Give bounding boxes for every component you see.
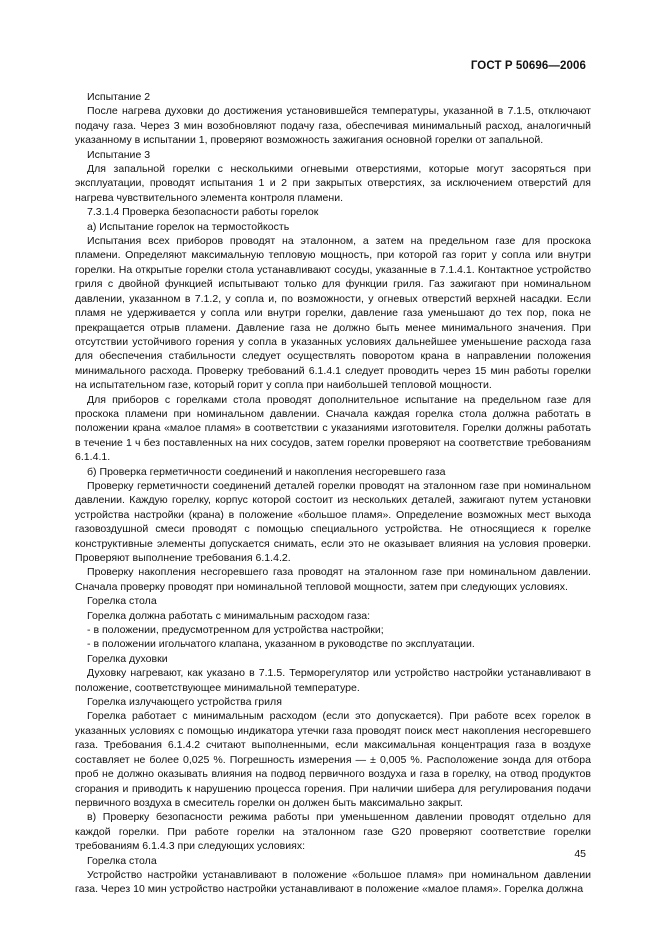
list-item: - в положении, предусмотренном для устройства настройки; bbox=[87, 624, 384, 637]
subsection-b-heading: б) Проверка герметичности соединений и накопления несгоревшего газа bbox=[87, 465, 446, 478]
page-number: 45 bbox=[574, 848, 586, 860]
grill-burner-heading: Горелка излучающего устройства гриля bbox=[87, 696, 282, 709]
tightness-check-text: Проверку герметичности соединений деталей горелки проводят на эталонном газе при номинальном давлении. Каждую горелку, корпус которой состоит из нескольких деталей, зажигают путем установки устройства настройки (крана) в положение «большое пламя». Определение возможных мест выхода газовоздушной смеси проводят с помощью специального устройства. Не относящиеся к горелке конструктивные элементы допускается снимать, если это не оказывает влияния на условия проверки. Проверяют выполнение требования 6.1.4.2. bbox=[75, 479, 591, 564]
oven-burner-text: Духовку нагревают, как указано в 7.1.5. Терморегулятор или устройство настройки устанавливают в положение, соответствующее минимальной температуре. bbox=[75, 667, 591, 694]
test-2-text: После нагрева духовки до достижения установившейся температуры, указанной в 7.1.5, отключают подачу газа. Через 3 мин возобновляют подачу газа, обеспечивая минимальный расход, аналогичный указанному в испытании 1, проверяют возможность зажигания основной горелки от запальной. bbox=[75, 105, 591, 147]
subsection-a-heading: а) Испытание горелок на термостойкость bbox=[87, 220, 290, 233]
document-body bbox=[75, 90, 591, 897]
oven-burner-heading: Горелка духовки bbox=[87, 652, 168, 665]
subsection-c-text: в) Проверку безопасности режима работы при уменьшенном давлении проводят отдельно для каждой горелки. При работе горелки на эталонном газе G20 проверяют соответствие горелки требованиям 6.1.4.3 при следующих условиях: bbox=[75, 811, 591, 853]
test-3-heading: Испытание 3 bbox=[87, 148, 151, 161]
grill-burner-text: Горелка работает с минимальным расходом (если это допускается). При работе всех горелок в указанных условиях с помощью индикатора утечки газа проводят поиск мест накопления несгоревшего газа. Требования 6.1.4.2 считают выполненными, если максимальная концентрация газа в воздухе составляет не более 0,025 %. Погрешность измерения — ± 0,005 %. Расположение зонда для отбора проб не должно оказывать влияния на подвод первичного воздуха и газа в горелку, на отвод продуктов сгорания и приводить к нарушению процесса горения. При наличии шибера для регулирования подачи первичного воздуха в смеситель горелки он должен быть максимально закрыт. bbox=[75, 710, 591, 809]
section-7-3-1-4-heading: 7.3.1.4 Проверка безопасности работы горелок bbox=[87, 206, 319, 219]
test-3-text: Для запальной горелки с несколькими огневыми отверстиями, которые могут засоряться при эксплуатации, проводят испытания 1 и 2 при закрытых отверстиях, за исключением отверстий для нагрева чувствительного элемента контроля пламени. bbox=[75, 163, 591, 204]
flashback-test-text: Для приборов с горелками стола проводят дополнительное испытание на предельном газе для проскока пламени при номинальном давлении. Сначала каждая горелка стола должна работать в положении крана «малое пламя» в соответствии с указаниями изготовителя. Горелки должны работать в течение 1 ч без поставленных на них сосудов, затем горелки проверяют на соответствие требованиям 6.1.4.1. bbox=[75, 393, 591, 464]
document-header: ГОСТ Р 50696—2006 bbox=[470, 60, 586, 72]
unburnt-gas-check-text: Проверку накопления несгоревшего газа проводят на эталонном газе при номинальном давлении. Сначала проверку проводят при номинальной тепловой мощности, затем при следующих условиях. bbox=[75, 566, 591, 593]
list-item: - в положении игольчатого клапана, указанном в руководстве по эксплуатации. bbox=[87, 638, 475, 651]
hob-burner-heading-2: Горелка стола bbox=[87, 854, 157, 867]
control-setting-text: Устройство настройки устанавливают в положение «большое пламя» при номинальном давлении газа. Через 10 мин устройство настройки устанавливают в положение «малое пламя». Горелка должна bbox=[75, 868, 591, 896]
hob-burner-heading: Горелка стола bbox=[87, 595, 157, 608]
hob-burner-text: Горелка должна работать с минимальным расходом газа: bbox=[87, 609, 371, 622]
heat-resistance-text: Испытания всех приборов проводят на эталонном, а затем на предельном газе для проскока пламени. Определяют максимальную тепловую мощность, при которой газ горит у сопла или внутри горелки. На открытые горелки стола устанавливают сосуды, указанные в 7.1.4.1. Контактное устройство гриля с двойной функцией испытывают только для функции гриля. Газ зажигают при номинальном давлении, указанном в 7.1.2, у сопла и, по возможности, у огневых отверстий верхней насадки. Если пламя не удерживается у сопла или внутри горелки, давление газа уменьшают до тех пор, пока не прекращается отрыв пламени. Давление газа не должно быть менее минимального значения. При отсутствии устойчивого горения у сопла в указанных условиях дальнейшее уменьшение расхода газа для обеспечения стабильности следует осуществлять поворотом крана в направлении положения минимального расхода. Проверку требований 6.1.4.1 следует проводить через 15 мин работы горелки на испытательном газе, который горит у сопла при наибольшей тепловой мощности. bbox=[75, 235, 591, 392]
test-2-heading: Испытание 2 bbox=[87, 91, 151, 103]
